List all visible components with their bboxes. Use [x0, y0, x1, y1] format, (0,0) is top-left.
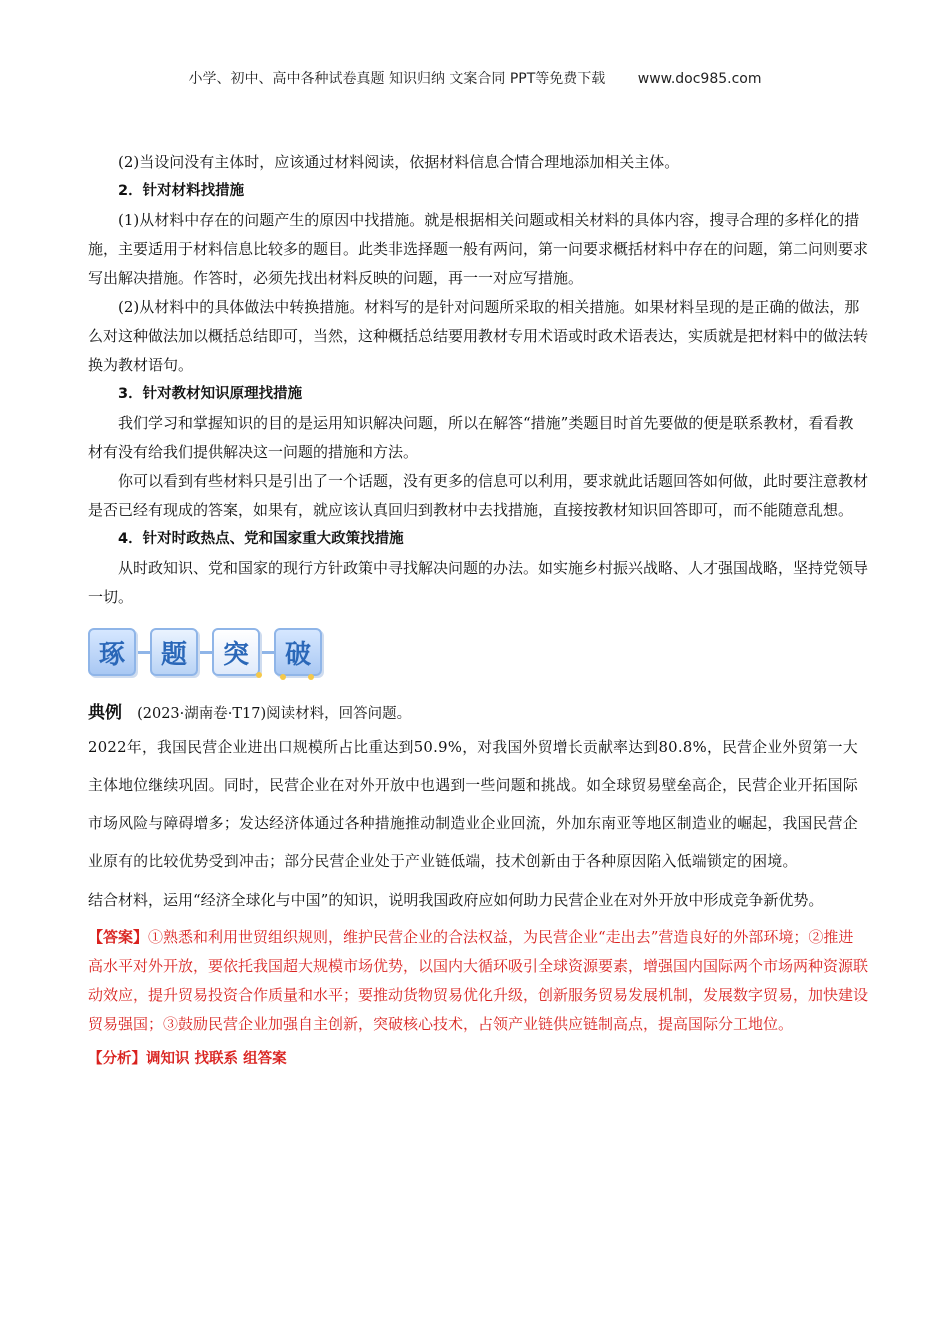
section-heading: 2．针对材料找措施 — [118, 183, 245, 199]
material-text: 2022年，我国民营企业进出口规模所占比重达到50.9%，对我国外贸增长贡献率达到80.8%，民营企业外贸第一大主体地位继续巩固。同时，民营企业在对外开放中也遇到一些问题和挑战。如全球贸易壁垒高企，民营企业开拓国际市场风险与障碍增多；发达经济体通过各种措施推动制造业企业回流，外加东南亚等地区制造业的崛起，我国民营企业原有的比较优势受到冲击；部分民营企业处于产业链低端，技术创新由于各种原因陷入低端锁定的困境。 — [88, 739, 858, 870]
paragraph: (2)当设问没有主体时，应该通过材料阅读，依据材料信息合情合理地添加相关主体。 — [118, 153, 680, 171]
paragraph: 你可以看到有些材料只是引出了一个话题，没有更多的信息可以利用，要求就此话题回答如何做，此时要注意教材是否已经有现成的答案，如果有，就应该认真回归到教材中去找措施，直接按教材知识回答即可，而不能随意乱想。 — [88, 472, 869, 519]
banner-tiles — [88, 624, 868, 680]
example-title — [88, 698, 868, 729]
sparkle-icon — [280, 674, 286, 680]
header-text: 小学、初中、高中各种试卷真题 知识归纳 文案合同 PPT等免费下载 — [188, 71, 606, 87]
paragraph: 我们学习和掌握知识的目的是运用知识解决问题，所以在解答“措施”类题目时首先要做的便是联系教材，看看教材有没有给我们提供解决这一问题的措施和方法。 — [88, 414, 854, 461]
answer-text: ①熟悉和利用世贸组织规则，维护民营企业的合法权益，为民营企业“走出去”营造良好的外部环境；②推进高水平对外开放，要依托我国超大规模市场优势，以国内大循环吸引全球资源要素，增强国内国际两个市场两种资源联动效应，提升贸易投资合作质量和水平；要推动货物贸易优化升级，创新服务贸易发展机制，发展数字贸易，加快建设贸易强国；③鼓励民营企业加强自主创新，突破核心技术，占领产业链供应链制高点，提高国际分工地位。 — [88, 928, 869, 1033]
analysis-line: 【分析】调知识 找联系 组答案 — [88, 1051, 287, 1067]
example-question — [88, 881, 868, 919]
paragraph: 从时政知识、党和国家的现行方针政策中寻找解决问题的办法。如实施乡村振兴战略、人才强国战略，坚持党领导一切。 — [88, 559, 869, 606]
answer-block — [88, 923, 868, 1039]
question-text: 结合材料，运用“经济全球化与中国”的知识，说明我国政府应如何助力民营企业在对外开放中形成竞争新优势。 — [88, 891, 824, 909]
sparkle-icon — [308, 674, 314, 680]
banner-tile: 突 — [212, 628, 260, 676]
paragraph: (2)从材料中的具体做法中转换措施。材料写的是针对问题所采取的相关措施。如果材料呈现的是正确的做法，那么对这种做法加以概括总结即可，当然，这种概括总结要用教材专用术语或时政术语表达，实质就是把材料中的做法转换为教材语句。 — [88, 298, 869, 374]
page-header — [0, 68, 950, 88]
banner-tile: 破 — [274, 628, 322, 676]
example-tag: 典例 — [88, 703, 122, 723]
answer-label: 【答案】 — [88, 928, 149, 946]
tile-connector — [260, 651, 274, 654]
header-site-link[interactable]: www.doc985.com — [637, 71, 762, 87]
document-body — [88, 148, 868, 1068]
example-material — [88, 729, 868, 881]
paragraph: (1)从材料中存在的问题产生的原因中找措施。就是根据相关问题或相关材料的具体内容，搜寻合理的多样化的措施，主要适用于材料信息比较多的题目。此类非选择题一般有两问，第一问要求概括材料中存在的问题，第二问则要求写出解决措施。作答时，必须先找出材料反映的问题，再一一对应写措施。 — [88, 211, 869, 287]
tile-connector — [198, 651, 212, 654]
tile-connector — [136, 651, 150, 654]
banner-tile: 琢 — [88, 628, 136, 676]
section-heading: 3．针对教材知识原理找措施 — [118, 386, 303, 402]
example-source: (2023·湖南卷·T17)阅读材料，回答问题。 — [137, 706, 412, 722]
sparkle-icon — [256, 672, 262, 678]
banner-tile: 题 — [150, 628, 198, 676]
section-heading: 4．针对时政热点、党和国家重大政策找措施 — [118, 531, 404, 547]
